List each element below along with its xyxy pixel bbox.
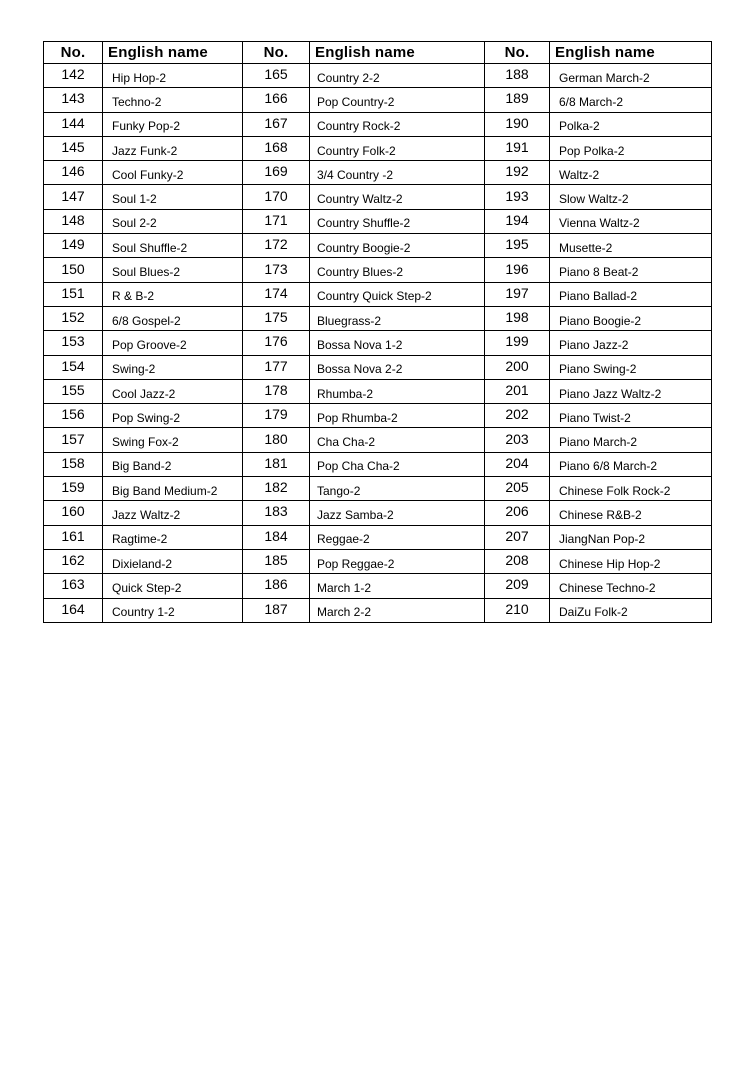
style-number-cell: 208: [485, 549, 550, 573]
style-name-cell: Chinese R&B-2: [550, 501, 712, 525]
style-name-cell: Chinese Techno-2: [550, 574, 712, 598]
style-number-cell: 197: [485, 282, 550, 306]
style-number-cell: 168: [243, 136, 310, 160]
style-name-cell: March 1-2: [310, 574, 485, 598]
column-header-no: No.: [485, 42, 550, 64]
table-body: [44, 64, 712, 623]
style-name-cell: Big Band-2: [103, 452, 243, 476]
style-name-cell: Soul 1-2: [103, 185, 243, 209]
style-name-cell: 6/8 March-2: [550, 88, 712, 112]
table-row: [44, 428, 712, 452]
style-number-cell: 206: [485, 501, 550, 525]
style-name-cell: Piano 8 Beat-2: [550, 258, 712, 282]
table-row: [44, 404, 712, 428]
style-name-cell: Soul Shuffle-2: [103, 234, 243, 258]
table-row: [44, 331, 712, 355]
style-name-cell: Musette-2: [550, 234, 712, 258]
style-name-cell: Chinese Hip Hop-2: [550, 549, 712, 573]
style-number-cell: 156: [44, 404, 103, 428]
style-number-cell: 145: [44, 136, 103, 160]
style-number-cell: 179: [243, 404, 310, 428]
style-name-cell: 6/8 Gospel-2: [103, 306, 243, 330]
style-name-cell: Country 2-2: [310, 64, 485, 88]
style-number-cell: 194: [485, 209, 550, 233]
table-row: [44, 477, 712, 501]
style-number-cell: 163: [44, 574, 103, 598]
style-name-cell: Country Rock-2: [310, 112, 485, 136]
style-number-cell: 154: [44, 355, 103, 379]
style-name-cell: Rhumba-2: [310, 379, 485, 403]
style-name-cell: Country Shuffle-2: [310, 209, 485, 233]
style-name-cell: Country Waltz-2: [310, 185, 485, 209]
table-row: [44, 185, 712, 209]
style-number-cell: 204: [485, 452, 550, 476]
style-name-cell: German March-2: [550, 64, 712, 88]
table-row: [44, 112, 712, 136]
style-number-cell: 186: [243, 574, 310, 598]
style-name-cell: Big Band Medium-2: [103, 477, 243, 501]
style-name-cell: Soul 2-2: [103, 209, 243, 233]
style-name-cell: DaiZu Folk-2: [550, 598, 712, 622]
style-name-cell: Jazz Samba-2: [310, 501, 485, 525]
style-name-cell: Piano Jazz-2: [550, 331, 712, 355]
style-name-cell: Bossa Nova 1-2: [310, 331, 485, 355]
table-row: [44, 549, 712, 573]
style-number-cell: 155: [44, 379, 103, 403]
style-name-cell: Cool Jazz-2: [103, 379, 243, 403]
style-number-cell: 151: [44, 282, 103, 306]
table-row: [44, 525, 712, 549]
style-number-cell: 190: [485, 112, 550, 136]
style-number-cell: 189: [485, 88, 550, 112]
column-header-english-name: English name: [103, 42, 243, 64]
style-number-cell: 170: [243, 185, 310, 209]
style-name-cell: Swing Fox-2: [103, 428, 243, 452]
style-number-cell: 185: [243, 549, 310, 573]
style-number-cell: 193: [485, 185, 550, 209]
style-number-cell: 142: [44, 64, 103, 88]
style-number-cell: 146: [44, 161, 103, 185]
style-name-cell: Chinese Folk Rock-2: [550, 477, 712, 501]
table-row: [44, 574, 712, 598]
style-name-cell: Cha Cha-2: [310, 428, 485, 452]
style-number-cell: 201: [485, 379, 550, 403]
style-name-cell: Vienna Waltz-2: [550, 209, 712, 233]
column-header-english-name: English name: [310, 42, 485, 64]
style-number-cell: 196: [485, 258, 550, 282]
style-name-cell: Pop Rhumba-2: [310, 404, 485, 428]
style-name-cell: Pop Cha Cha-2: [310, 452, 485, 476]
table-row: [44, 282, 712, 306]
style-number-cell: 147: [44, 185, 103, 209]
style-number-cell: 175: [243, 306, 310, 330]
table-row: [44, 64, 712, 88]
style-name-cell: Piano Ballad-2: [550, 282, 712, 306]
style-number-cell: 180: [243, 428, 310, 452]
style-number-cell: 160: [44, 501, 103, 525]
style-name-cell: Country 1-2: [103, 598, 243, 622]
style-name-cell: JiangNan Pop-2: [550, 525, 712, 549]
style-name-cell: Pop Reggae-2: [310, 549, 485, 573]
style-name-cell: Tango-2: [310, 477, 485, 501]
style-name-cell: Bossa Nova 2-2: [310, 355, 485, 379]
style-number-cell: 207: [485, 525, 550, 549]
style-name-cell: Pop Swing-2: [103, 404, 243, 428]
style-name-cell: Soul Blues-2: [103, 258, 243, 282]
style-number-cell: 157: [44, 428, 103, 452]
style-name-cell: Ragtime-2: [103, 525, 243, 549]
table-row: [44, 161, 712, 185]
style-number-cell: 167: [243, 112, 310, 136]
style-name-cell: Techno-2: [103, 88, 243, 112]
table-row: [44, 258, 712, 282]
table-row: [44, 452, 712, 476]
style-number-cell: 174: [243, 282, 310, 306]
style-number-cell: 205: [485, 477, 550, 501]
style-number-cell: 161: [44, 525, 103, 549]
style-number-cell: 198: [485, 306, 550, 330]
style-number-cell: 153: [44, 331, 103, 355]
style-number-cell: 164: [44, 598, 103, 622]
style-number-cell: 144: [44, 112, 103, 136]
style-name-cell: Dixieland-2: [103, 549, 243, 573]
style-number-cell: 171: [243, 209, 310, 233]
style-name-cell: Pop Groove-2: [103, 331, 243, 355]
style-number-cell: 184: [243, 525, 310, 549]
style-name-cell: Jazz Funk-2: [103, 136, 243, 160]
style-name-cell: Cool Funky-2: [103, 161, 243, 185]
style-number-cell: 210: [485, 598, 550, 622]
style-name-cell: Waltz-2: [550, 161, 712, 185]
style-number-cell: 183: [243, 501, 310, 525]
column-header-no: No.: [243, 42, 310, 64]
style-name-cell: Piano Jazz Waltz-2: [550, 379, 712, 403]
table-row: [44, 209, 712, 233]
style-name-cell: Slow Waltz-2: [550, 185, 712, 209]
table-row: [44, 598, 712, 622]
style-name-cell: Pop Country-2: [310, 88, 485, 112]
style-number-cell: 149: [44, 234, 103, 258]
style-number-cell: 203: [485, 428, 550, 452]
column-header-no: No.: [44, 42, 103, 64]
style-name-cell: Country Quick Step-2: [310, 282, 485, 306]
style-number-cell: 169: [243, 161, 310, 185]
table-row: [44, 234, 712, 258]
table-row: [44, 355, 712, 379]
style-number-cell: 192: [485, 161, 550, 185]
style-number-cell: 173: [243, 258, 310, 282]
table-row: [44, 501, 712, 525]
style-number-cell: 148: [44, 209, 103, 233]
style-name-cell: Reggae-2: [310, 525, 485, 549]
style-name-cell: Polka-2: [550, 112, 712, 136]
style-name-cell: Piano Swing-2: [550, 355, 712, 379]
style-number-cell: 199: [485, 331, 550, 355]
style-name-cell: March 2-2: [310, 598, 485, 622]
style-number-cell: 182: [243, 477, 310, 501]
style-number-cell: 202: [485, 404, 550, 428]
style-number-cell: 165: [243, 64, 310, 88]
style-name-cell: Piano Boogie-2: [550, 306, 712, 330]
column-header-english-name: English name: [550, 42, 712, 64]
style-number-cell: 178: [243, 379, 310, 403]
style-number-cell: 152: [44, 306, 103, 330]
style-number-cell: 195: [485, 234, 550, 258]
style-number-cell: 188: [485, 64, 550, 88]
style-name-cell: Country Boogie-2: [310, 234, 485, 258]
style-name-cell: Pop Polka-2: [550, 136, 712, 160]
style-number-cell: 176: [243, 331, 310, 355]
table-row: [44, 136, 712, 160]
style-number-cell: 166: [243, 88, 310, 112]
style-name-cell: R & B-2: [103, 282, 243, 306]
style-name-cell: Piano Twist-2: [550, 404, 712, 428]
style-name-cell: Hip Hop-2: [103, 64, 243, 88]
style-list-table: [43, 41, 712, 623]
style-number-cell: 150: [44, 258, 103, 282]
style-name-cell: Piano March-2: [550, 428, 712, 452]
style-number-cell: 200: [485, 355, 550, 379]
style-name-cell: Quick Step-2: [103, 574, 243, 598]
style-number-cell: 191: [485, 136, 550, 160]
table-row: [44, 88, 712, 112]
style-number-cell: 187: [243, 598, 310, 622]
style-name-cell: Country Folk-2: [310, 136, 485, 160]
style-number-cell: 159: [44, 477, 103, 501]
style-number-cell: 181: [243, 452, 310, 476]
style-name-cell: Country Blues-2: [310, 258, 485, 282]
style-name-cell: Jazz Waltz-2: [103, 501, 243, 525]
style-name-cell: Bluegrass-2: [310, 306, 485, 330]
style-name-cell: Funky Pop-2: [103, 112, 243, 136]
style-name-cell: 3/4 Country -2: [310, 161, 485, 185]
style-name-cell: Swing-2: [103, 355, 243, 379]
table-header-row: [44, 42, 712, 64]
style-name-cell: Piano 6/8 March-2: [550, 452, 712, 476]
style-number-cell: 172: [243, 234, 310, 258]
style-number-cell: 177: [243, 355, 310, 379]
style-number-cell: 143: [44, 88, 103, 112]
style-number-cell: 162: [44, 549, 103, 573]
style-number-cell: 209: [485, 574, 550, 598]
style-number-cell: 158: [44, 452, 103, 476]
table-row: [44, 306, 712, 330]
table-row: [44, 379, 712, 403]
